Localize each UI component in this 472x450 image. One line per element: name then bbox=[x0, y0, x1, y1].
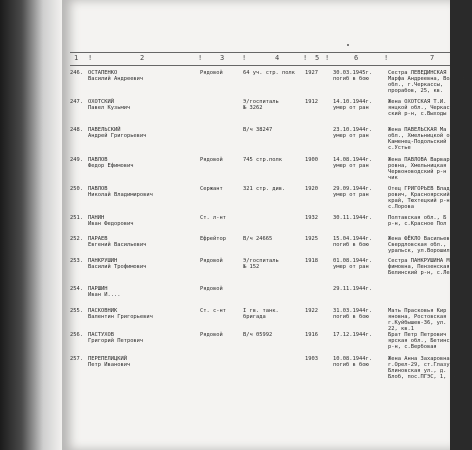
death-circumstance: умер от ран bbox=[333, 133, 369, 139]
surname: ПАСКОВНИК bbox=[88, 308, 118, 314]
header-sep: ! bbox=[303, 54, 308, 62]
unit: 64 уч. стр. полк bbox=[243, 70, 295, 76]
death-date: 01.08.1944г. bbox=[333, 258, 372, 264]
surname: ПАРШИН bbox=[88, 286, 108, 292]
surname: ОХОТСКИЙ bbox=[88, 99, 114, 105]
death-circumstance: умер от ран bbox=[333, 264, 369, 270]
relative-line-3: обл., г.Черкассы, bbox=[388, 82, 444, 88]
relative-line-1: Отец ГРИГОРЬЕВ Влад bbox=[388, 186, 450, 192]
relative-line-1: Сестра ЛЕВЕДИНСКАЯ bbox=[388, 70, 447, 76]
relative-line-2: рович, Красноярский bbox=[388, 192, 450, 198]
surname: ПАРАЕВ bbox=[88, 236, 108, 242]
death-date: 23.10.1944г. bbox=[333, 127, 372, 133]
surname: ПАВЛОВ bbox=[88, 186, 108, 192]
given-names: Андрей Григорьевич bbox=[88, 133, 147, 139]
unit: 321 стр. див. bbox=[243, 186, 286, 192]
relative-line-1: Полтавская обл., Б bbox=[388, 215, 447, 221]
relative-line-3: уральск, ул.Ворошил bbox=[388, 248, 450, 254]
row-number: 254. bbox=[70, 286, 83, 292]
death-circumstance: погиб в бою bbox=[333, 314, 369, 320]
row-number: 253. bbox=[70, 258, 83, 264]
relative-line-2: ярская обл., Бетинс bbox=[388, 338, 450, 344]
relative-line-2: янцкой обл., Черкасс bbox=[388, 105, 453, 111]
rank: Ст. с-нт bbox=[200, 308, 226, 314]
rank: Рядовой bbox=[200, 258, 223, 264]
death-circumstance: умер от ран bbox=[333, 163, 369, 169]
header-col: 4 bbox=[275, 54, 280, 62]
death-date: 29.09.1944г. bbox=[333, 186, 372, 192]
header-sep: ! bbox=[88, 54, 93, 62]
relative-line-1: Жена ПАВЛОВА Варвара bbox=[388, 157, 453, 163]
relative-line-3: Червоноводский р-н bbox=[388, 169, 447, 175]
death-date: 14.10.1944г. bbox=[333, 99, 372, 105]
birth-year: 1925 bbox=[305, 236, 318, 242]
row-number: 248. bbox=[70, 127, 83, 133]
relative-line-1: Жена ОХОТСКАЯ Т.И. bbox=[388, 99, 447, 105]
unit-line-2: бригада bbox=[243, 314, 266, 320]
rank: Рядовой bbox=[200, 286, 223, 292]
given-names: Петр Иванович bbox=[88, 362, 131, 368]
rank: Рядовой bbox=[200, 332, 223, 338]
relative-line-2: г.Орел-29, ст.Глазу bbox=[388, 362, 450, 368]
relative-line-3: Каменец-Подольский bbox=[388, 139, 447, 145]
birth-year: 1916 bbox=[305, 332, 318, 338]
surname: ПАВЕЛЬСКИЙ bbox=[88, 127, 121, 133]
header-col: 7 bbox=[430, 54, 435, 62]
surname: ПАСТУХОВ bbox=[88, 332, 114, 338]
death-circumstance: умер от ран bbox=[333, 192, 369, 198]
relative-line-1: Жена ПАВЕЛЬСКАЯ Ма bbox=[388, 127, 447, 133]
relative-line-2: Марфа Андреевна, Волгоград bbox=[388, 76, 472, 82]
relative-line-3: Белинский р-н, с.Ле bbox=[388, 270, 450, 276]
relative-line-1: Мать Прасковья Кир bbox=[388, 308, 447, 314]
death-date: 15.04.1944г. bbox=[333, 236, 372, 242]
unit-line-2: № 3262 bbox=[243, 105, 263, 111]
unit: I гв. танк. bbox=[243, 308, 279, 314]
row-number: 250. bbox=[70, 186, 83, 192]
surname: ПАНКРУШИН bbox=[88, 258, 118, 264]
relative-line-2: обл., Хмельницкой обл., bbox=[388, 133, 463, 139]
birth-year: 1912 bbox=[305, 99, 318, 105]
relative-line-2: ровна, Хмельницкая bbox=[388, 163, 447, 169]
death-date: 14.08.1944г. bbox=[333, 157, 372, 163]
death-date: 17.12.1944г. bbox=[333, 332, 372, 338]
rank: Рядовой bbox=[200, 157, 223, 163]
given-names: Иван И.... bbox=[88, 292, 121, 298]
relative-line-1: Сестра ПАНКРУШИНА М bbox=[388, 258, 450, 264]
row-number: 251. bbox=[70, 215, 83, 221]
given-names: Василий Андреевич bbox=[88, 76, 144, 82]
given-names: Григорий Петрович bbox=[88, 338, 144, 344]
surname: ОСТАПЕНКО bbox=[88, 70, 118, 76]
relative-line-3: Блиновская ул., д. bbox=[388, 368, 447, 374]
given-names: Николай Владимирович bbox=[88, 192, 153, 198]
relative-line-1: Жена ФЁКЛО Васильев bbox=[388, 236, 450, 242]
header-col: 2 bbox=[140, 54, 145, 62]
given-names: Евгений Васильевич bbox=[88, 242, 147, 248]
relative-line-4: прорабов, 25, кв. bbox=[388, 88, 444, 94]
death-date: 30.11.1944г. bbox=[333, 215, 372, 221]
relative-line-4: чик bbox=[388, 175, 398, 181]
relative-line-2: фимовна, Пензенская bbox=[388, 264, 450, 270]
header-col: 6 bbox=[354, 54, 359, 62]
row-number: 257. bbox=[70, 356, 83, 362]
unit: Э/госпиталь bbox=[243, 99, 279, 105]
row-number: 255. bbox=[70, 308, 83, 314]
surname: ПЕРЕПЕЛИЦКИЙ bbox=[88, 356, 127, 362]
relative-line-2: р-н, с.Красное Пол bbox=[388, 221, 447, 227]
header-sep: ! bbox=[198, 54, 203, 62]
birth-year: 1922 bbox=[305, 308, 318, 314]
relative-line-4: с.Лорова bbox=[388, 204, 414, 210]
death-circumstance: погиб в бою bbox=[333, 76, 369, 82]
rank: Ст. л-нт bbox=[200, 215, 226, 221]
unit: В/ч 24665 bbox=[243, 236, 273, 242]
unit: В/ч 05992 bbox=[243, 332, 273, 338]
table-header bbox=[70, 52, 450, 66]
death-circumstance: погиб в бою bbox=[333, 362, 369, 368]
surname: ПАВЛОВ bbox=[88, 157, 108, 163]
death-circumstance: погиб в бою bbox=[333, 242, 369, 248]
relative-line-1: Брат Петр Петрович bbox=[388, 332, 447, 338]
row-number: 246. bbox=[70, 70, 83, 76]
unit: 745 стр.полк bbox=[243, 157, 282, 163]
relative-line-3: ский р-н, с.Выходы bbox=[388, 111, 447, 117]
book-spine-shadow bbox=[0, 0, 62, 450]
row-number: 256. bbox=[70, 332, 83, 338]
given-names: Федор Ефимович bbox=[88, 163, 134, 169]
rank: Сержант bbox=[200, 186, 223, 192]
header-col: 1 bbox=[74, 54, 79, 62]
header-sep: ! bbox=[242, 54, 247, 62]
row-number: 247. bbox=[70, 99, 83, 105]
page-dot-mark bbox=[347, 44, 349, 46]
surname: ПАНИН bbox=[88, 215, 105, 221]
death-circumstance: умер от ран bbox=[333, 105, 369, 111]
birth-year: 1918 bbox=[305, 258, 318, 264]
death-date: 30.03.1945г. bbox=[333, 70, 372, 76]
birth-year: 1903 bbox=[305, 356, 318, 362]
row-number: 252. bbox=[70, 236, 83, 242]
header-col: 5 bbox=[315, 54, 320, 62]
relative-line-4: Блоб, пос.ПГЭС, 1, кв bbox=[388, 374, 457, 380]
given-names: Валентин Григорьевич bbox=[88, 314, 153, 320]
birth-year: 1932 bbox=[305, 215, 318, 221]
relative-line-1: Жена Анна Захаровна bbox=[388, 356, 450, 362]
header-col: 3 bbox=[220, 54, 225, 62]
birth-year: 1927 bbox=[305, 70, 318, 76]
death-date: 31.03.1944г. bbox=[333, 308, 372, 314]
rank: Ефрейтор bbox=[200, 236, 226, 242]
given-names: Василий Трофимович bbox=[88, 264, 147, 270]
relative-line-2: Свердловская обл., bbox=[388, 242, 447, 248]
relative-line-3: г.Куйбышев-36, ул. bbox=[388, 320, 447, 326]
unit: Э/госпиталь bbox=[243, 258, 279, 264]
relative-line-4: с.Устье bbox=[388, 145, 411, 151]
header-sep: ! bbox=[384, 54, 389, 62]
unit-line-2: № 152 bbox=[243, 264, 260, 270]
birth-year: 1900 bbox=[305, 157, 318, 163]
unit: В/ч 38247 bbox=[243, 127, 273, 133]
death-date: 10.08.1944г. bbox=[333, 356, 372, 362]
relative-line-4: 22, кв.1 bbox=[388, 326, 414, 332]
rank: Рядовой bbox=[200, 70, 223, 76]
header-sep: ! bbox=[325, 54, 330, 62]
row-number: 249. bbox=[70, 157, 83, 163]
death-date: 29.11.1944г. bbox=[333, 286, 372, 292]
given-names: Павел Кузьмич bbox=[88, 105, 131, 111]
relative-line-2: яновна, Ростовская bbox=[388, 314, 447, 320]
relative-line-3: р-н, с.Вербовая bbox=[388, 344, 437, 350]
given-names: Иван Федорович bbox=[88, 221, 134, 227]
birth-year: 1920 bbox=[305, 186, 318, 192]
relative-line-3: край, Тюхтецкий р-н, bbox=[388, 198, 453, 204]
